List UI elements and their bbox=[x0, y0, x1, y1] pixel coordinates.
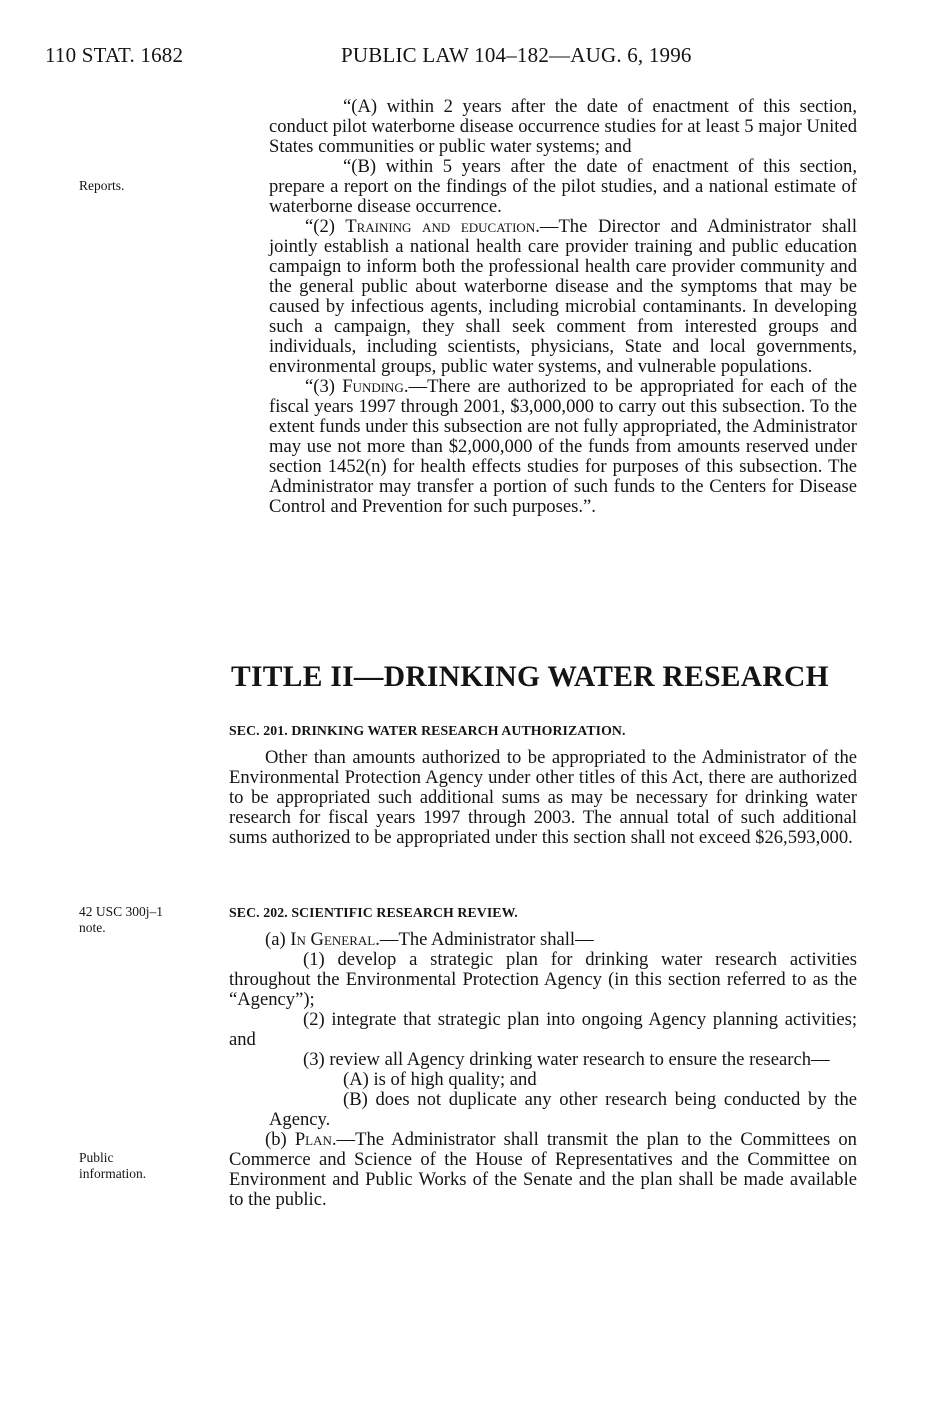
subsection-b bbox=[229, 1130, 857, 1210]
funding-heading: “(3) Funding. bbox=[305, 376, 409, 397]
section-201-text bbox=[229, 748, 857, 848]
training-body: —The Director and Administrator shall jointly establish a national health care provider training and public education campaign to inform both the professional health care provider community and the general public about waterborne disease and the symptoms that may be caused by infectious agents, including microbial contaminants. In developing such a campaign, they shall seek comment from interested groups and individuals, including scientists, physicians, State and local governments, environmental groups, public water systems, and vulnerable populations. bbox=[269, 216, 857, 377]
section-202-text bbox=[229, 930, 857, 1210]
section-1-text bbox=[269, 97, 857, 517]
paragraph-a: “(A) within 2 years after the date of enactment of this section, conduct pilot waterborne disease occurrence studies for at least 5 major United States communities or public water systems; and bbox=[269, 96, 857, 157]
section-201-heading: SEC. 201. DRINKING WATER RESEARCH AUTHORIZATION. bbox=[229, 723, 626, 738]
margin-note-usc bbox=[79, 904, 163, 936]
margin-note-public-line1: Public bbox=[79, 1150, 114, 1165]
page-citation: 110 STAT. 1682 bbox=[45, 43, 184, 67]
subsection-a-heading: In General. bbox=[290, 929, 380, 950]
training-heading: “(2) Training and education. bbox=[305, 216, 540, 237]
item-B: (B) does not duplicate any other research being conducted by the Agency. bbox=[269, 1089, 857, 1130]
margin-note-public-information bbox=[79, 1150, 146, 1182]
margin-note-public-line2: information. bbox=[79, 1166, 147, 1181]
subsection-a-prefix: (a) bbox=[265, 929, 291, 950]
item-2: (2) integrate that strategic plan into ongoing Agency planning activities; and bbox=[229, 1009, 857, 1050]
section-201-body: Other than amounts authorized to be appropriated to the Administrator of the Environmental Protection Agency under other titles of this Act, there are authorized to be appropriated such additional sums as may be necessary for drinking water research for fiscal years 1997 through 2003. The annual total of such additional sums authorized to be appropriated under this section shall not exceed $26,593,000. bbox=[229, 747, 857, 848]
section-202-heading: SEC. 202. SCIENTIFIC RESEARCH REVIEW. bbox=[229, 905, 518, 920]
margin-note-reports: Reports. bbox=[79, 178, 125, 193]
paragraph-b: “(B) within 5 years after the date of enactment of this section, prepare a report on the findings of the pilot studies, and a national estimate of waterborne disease occurrence. bbox=[269, 156, 857, 217]
running-head: PUBLIC LAW 104–182—AUG. 6, 1996 bbox=[341, 43, 692, 67]
subsection-b-heading: Plan. bbox=[294, 1129, 337, 1150]
margin-note-usc-line1: 42 USC 300j–1 bbox=[79, 904, 164, 919]
paragraph-training bbox=[269, 217, 857, 377]
subsection-a-intro bbox=[229, 930, 857, 950]
subsection-b-prefix: (b) bbox=[265, 1129, 295, 1150]
item-3: (3) review all Agency drinking water research to ensure the research— bbox=[303, 1049, 830, 1070]
subsection-a-body: —The Administrator shall— bbox=[379, 929, 594, 950]
title-heading: TITLE II—DRINKING WATER RESEARCH bbox=[231, 661, 829, 693]
subsection-b-body: —The Administrator shall transmit the plan to the Committees on Commerce and Science of the House of Representatives and the Committee on Environment and Public Works of the Senate and the plan shall be made available to the public. bbox=[229, 1129, 857, 1210]
item-1: (1) develop a strategic plan for drinking water research activities throughout the Environmental Protection Agency (in this section referred to as the “Agency”); bbox=[229, 949, 857, 1010]
margin-note-usc-line2: note. bbox=[79, 920, 106, 935]
item-A: (A) is of high quality; and bbox=[343, 1069, 537, 1090]
funding-body: —There are authorized to be appropriated for each of the fiscal years 1997 through 2001, $3,000,000 to carry out this subsection. To the extent funds under this subsection are not fully appropriated, the Administrator may use not more than $2,000,000 of the funds from amounts reserved under section 1452(n) for health effects studies for purposes of this subsection. The Administrator may transfer a portion of such funds to the Centers for Disease Control and Prevention for such purposes.”. bbox=[269, 376, 857, 517]
paragraph-funding bbox=[269, 377, 857, 517]
